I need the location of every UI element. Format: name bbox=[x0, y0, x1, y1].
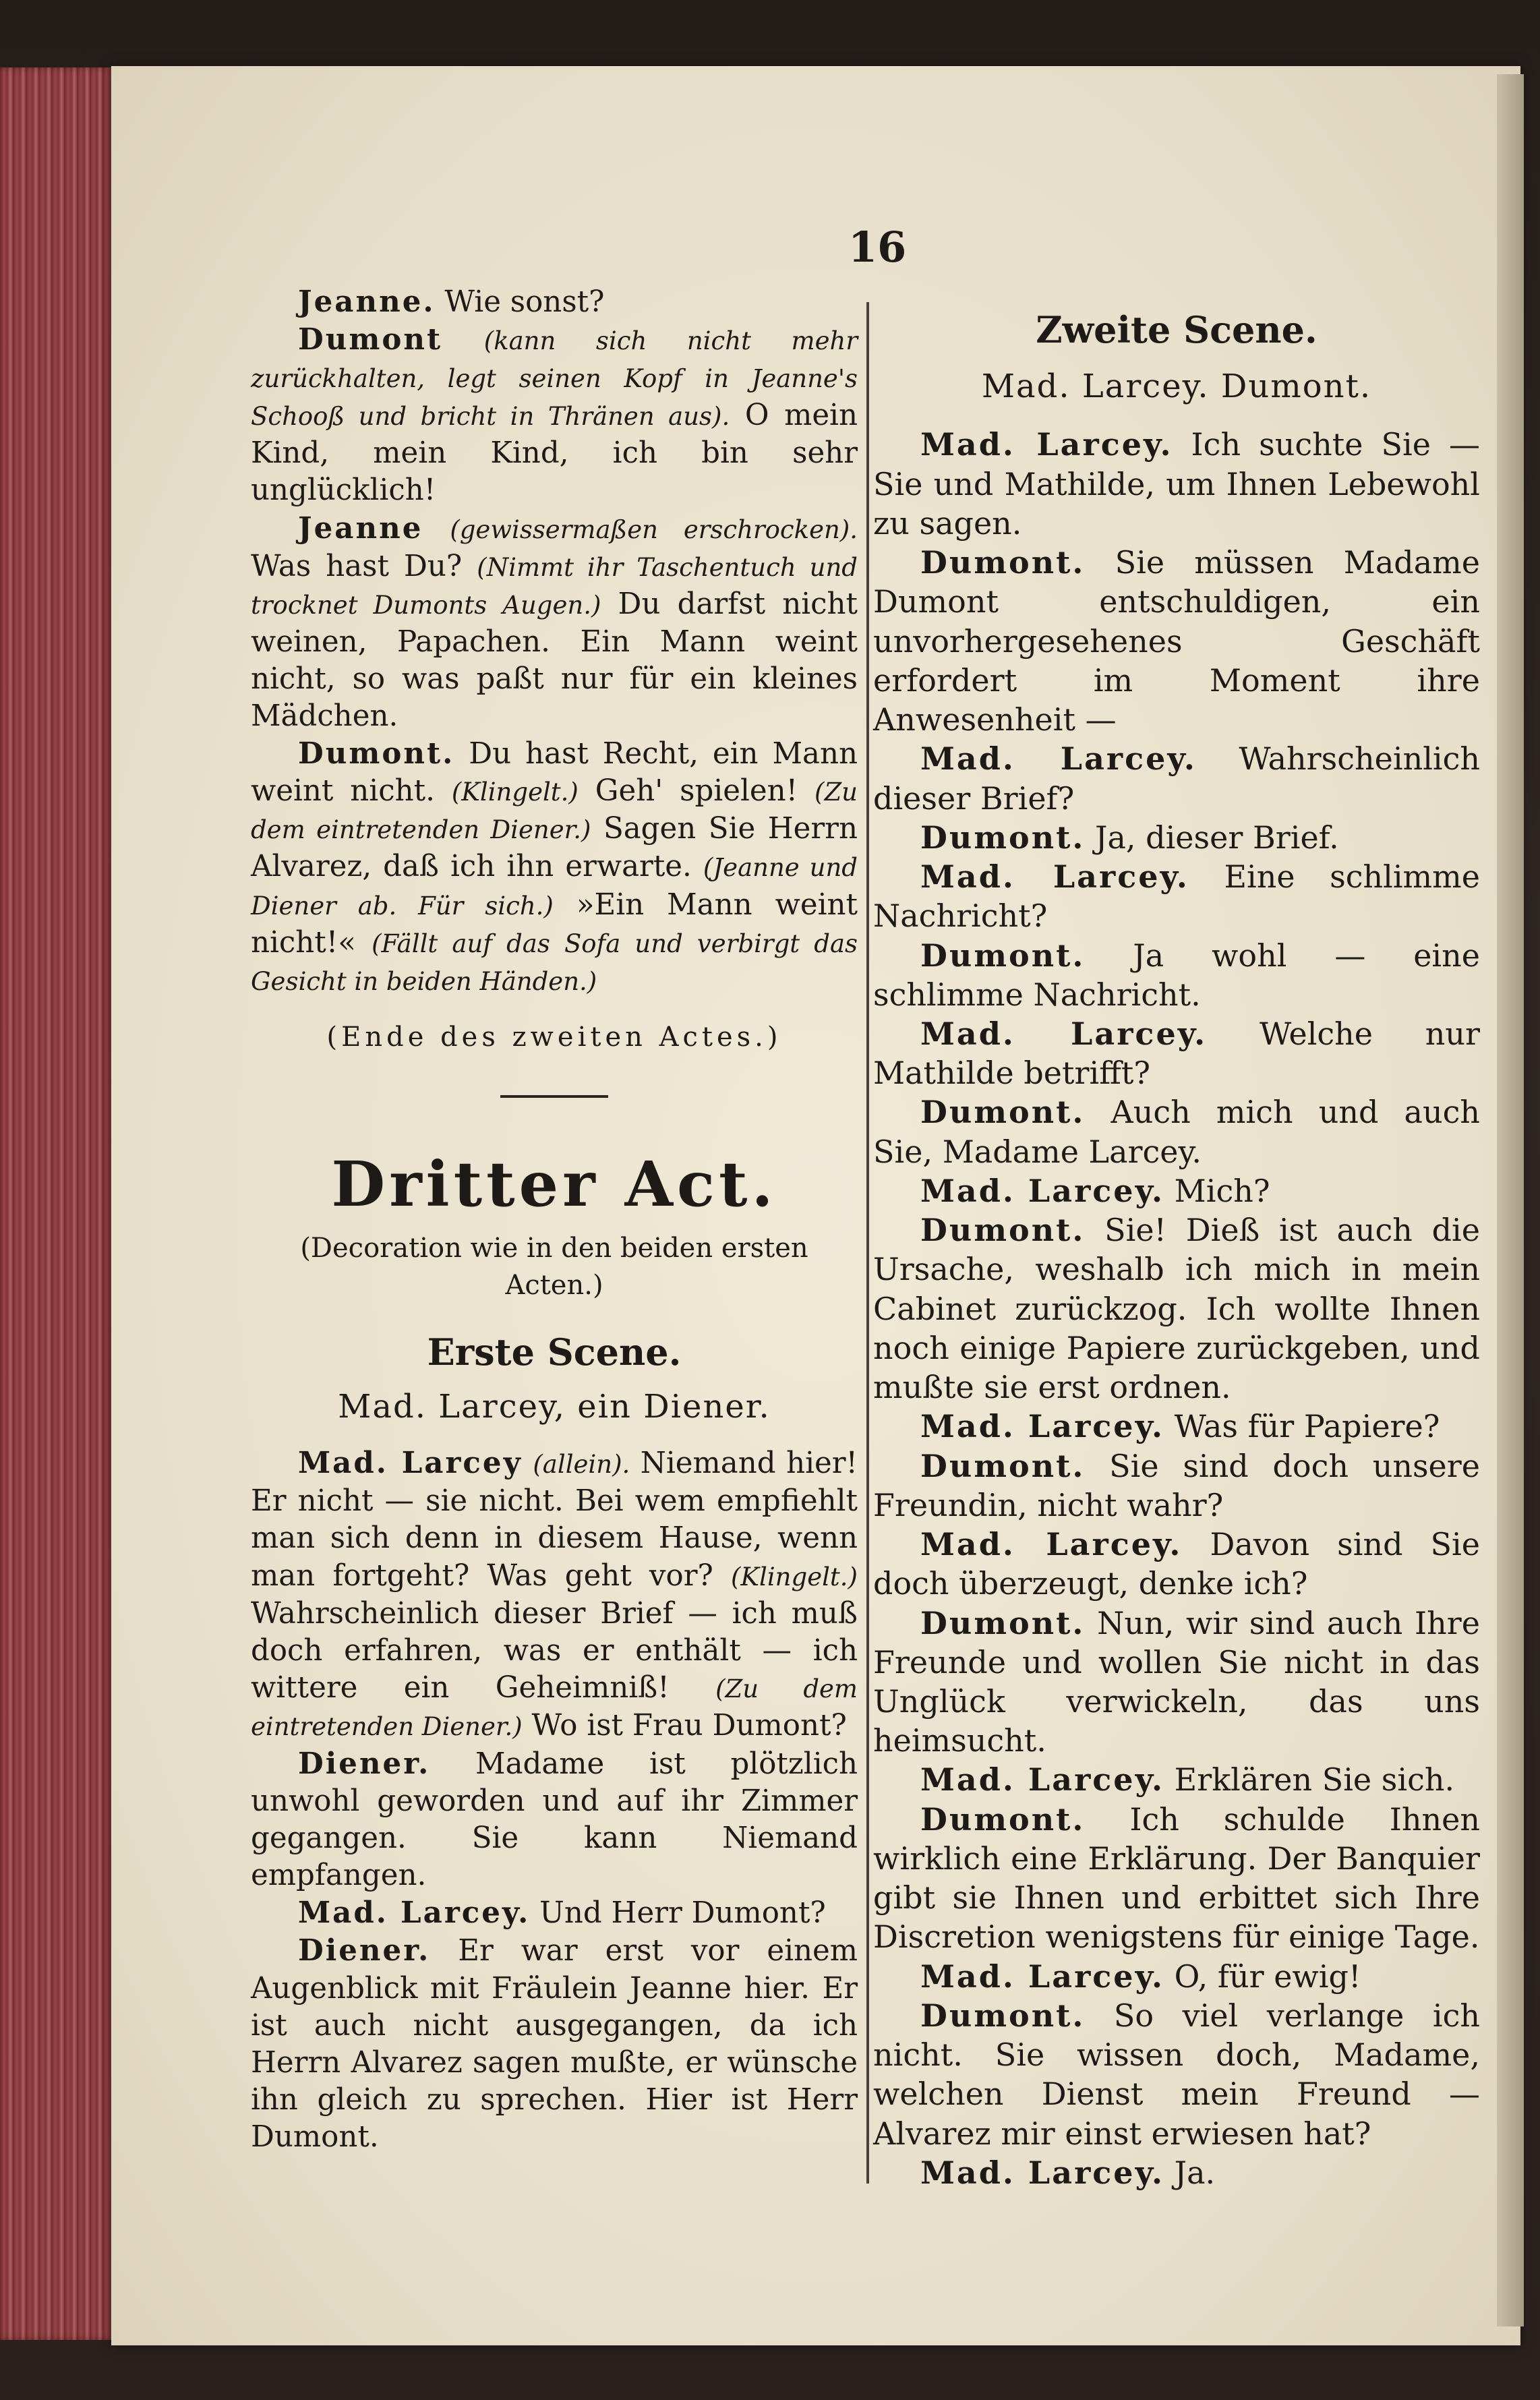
stage-direction: (Nimmt ihr Taschentuch und trocknet Dumonts Augen.) bbox=[251, 552, 858, 620]
stage-direction: (Klingelt.) bbox=[451, 778, 579, 807]
section-rule bbox=[500, 1095, 608, 1098]
speaker-name: Dumont. bbox=[920, 1094, 1086, 1131]
speaker-name: Mad. Larcey. bbox=[920, 740, 1197, 778]
speaker-name: Dumont. bbox=[298, 736, 455, 771]
page-number: 16 bbox=[848, 223, 907, 272]
speaker-name: Dumont. bbox=[920, 1997, 1086, 2034]
stage-direction: (kann sich nicht mehr zurückhalten, legt seinen Kopf in Jeanne's Schooß und bricht in Thränen aus). bbox=[251, 326, 858, 432]
dialogue-text: Du hast Recht, ein Mann weint nicht. bbox=[251, 737, 858, 809]
dialogue-text: Eine schlimme Nachricht? bbox=[873, 858, 1481, 935]
dialogue-text: Auch mich und auch Sie, Madame Larcey. bbox=[873, 1094, 1480, 1170]
dialogue-text: Wo ist Frau Dumont? bbox=[522, 1708, 847, 1743]
dialogue-paragraph bbox=[251, 735, 858, 1000]
page-edges bbox=[0, 67, 118, 2340]
dialogue-paragraph bbox=[251, 1745, 858, 1894]
speaker-name: Diener. bbox=[298, 1933, 431, 1968]
dialogue-paragraph bbox=[873, 818, 1480, 857]
speaker-name: Mad. Larcey. bbox=[920, 1408, 1165, 1445]
speaker-name: Jeanne bbox=[298, 510, 423, 546]
speaker-name: Dumont. bbox=[920, 1801, 1086, 1838]
dialogue-paragraph bbox=[873, 1014, 1480, 1092]
dialogue-text: Welche nur Mathilde betrifft? bbox=[873, 1015, 1481, 1092]
dialogue-text: Niemand hier! Er nicht — sie nicht. Bei wem empfiehlt man sich denn in diesem Hause, wenn man fortgeht? Was geht vor? bbox=[251, 1446, 858, 1593]
dialogue-text: Und Herr Dumont? bbox=[530, 1896, 826, 1931]
speaker-name: Dumont. bbox=[920, 819, 1086, 856]
dialogue-text bbox=[442, 323, 484, 357]
dialogue-text: Ich schulde Ihnen wirklich eine Erklärung. Der Banquier gibt sie Ihnen und erbittet sich Ihre Discretion wenigstens für einige Tage. bbox=[873, 1801, 1480, 1956]
stage-direction: (Klingelt.) bbox=[730, 1562, 858, 1591]
stage-direction: (gewissermaßen erschrocken). bbox=[450, 515, 858, 544]
dialogue-paragraph bbox=[873, 739, 1480, 817]
dialogue-paragraph bbox=[873, 1407, 1480, 1446]
dialogue-paragraph bbox=[873, 1996, 1480, 2153]
speaker-name: Diener. bbox=[298, 1747, 431, 1781]
speaker-name: Dumont. bbox=[920, 1604, 1086, 1641]
stage-direction: (Jeanne und Diener ab. Für sich.) bbox=[251, 853, 858, 920]
dialogue-text: Geh' spielen! bbox=[578, 774, 815, 809]
page-gutter bbox=[1497, 74, 1524, 2326]
speaker-name: Dumont bbox=[298, 322, 443, 357]
dialogue-paragraph bbox=[873, 1957, 1480, 1996]
dialogue-paragraph bbox=[873, 857, 1480, 935]
left-column bbox=[251, 283, 858, 2156]
dialogue-paragraph bbox=[873, 1525, 1480, 1603]
dialogue-text: Wie sonst? bbox=[435, 285, 605, 319]
speaker-name: Mad. Larcey. bbox=[920, 1015, 1208, 1052]
dialogue-text: Ja. bbox=[1164, 2154, 1216, 2191]
act-end-note: (Ende des zweiten Actes.) bbox=[326, 1021, 782, 1053]
dialogue-paragraph bbox=[873, 1604, 1480, 1761]
speaker-name: Mad. Larcey. bbox=[920, 426, 1173, 463]
dialogue-paragraph bbox=[873, 543, 1480, 739]
dialogue-paragraph bbox=[251, 510, 858, 736]
dialogue-text: Sie müssen Madame Dumont entschuldigen, ein unvorhergesehenes Geschäft erfordert im Moment ihre Anwesenheit — bbox=[873, 544, 1480, 738]
stage-direction: (allein). bbox=[533, 1450, 630, 1480]
dialogue-text: Erklären Sie sich. bbox=[1164, 1761, 1455, 1798]
scene-title-second: Zweite Scene. bbox=[1036, 308, 1317, 351]
dialogue-text: O, für ewig! bbox=[1164, 1958, 1361, 1995]
dialogue-paragraph bbox=[873, 936, 1480, 1014]
dialogue-text: Nun, wir sind auch Ihre Freunde und wollen Sie nicht in das Unglück verwickeln, das uns heimsucht. bbox=[873, 1604, 1480, 1759]
dialogue-text bbox=[423, 512, 450, 546]
dialogue-text: Madame ist plötzlich unwohl geworden und auf ihr Zimmer gegangen. Sie kann Niemand empfangen. bbox=[251, 1747, 858, 1893]
dialogue-paragraph bbox=[873, 2153, 1480, 2192]
speaker-name: Mad. Larcey. bbox=[920, 1526, 1183, 1563]
speaker-name: Mad. Larcey. bbox=[920, 1761, 1165, 1798]
dialogue-paragraph bbox=[251, 283, 858, 321]
dialogue-text: Wahrscheinlich dieser Brief? bbox=[873, 740, 1481, 817]
dialogue-text: Er war erst vor einem Augenblick mit Fräulein Jeanne hier. Er ist auch nicht ausgegangen, da ich Herrn Alvarez sagen mußte, er wünsche ihn gleich zu sprechen. Hier ist Herr Dumont. bbox=[251, 1934, 858, 2154]
dialogue-text: Sie sind doch unsere Freundin, nicht wahr? bbox=[873, 1447, 1480, 1523]
dialogue-text: Sie! Dieß ist auch die Ursache, weshalb ich mich in mein Cabinet zurückzog. Ich wollte Ihnen noch einige Papiere zurückgeben, und mußte sie erst ordnen. bbox=[873, 1212, 1480, 1406]
dialogue-text: Was für Papiere? bbox=[1164, 1408, 1440, 1445]
stage-direction: (Zu dem eintretenden Diener.) bbox=[251, 1674, 858, 1741]
dialogue-paragraph bbox=[873, 1171, 1480, 1210]
dialogue-paragraph bbox=[873, 1092, 1480, 1171]
dialogue-text: O mein Kind, mein Kind, ich bin sehr unglücklich! bbox=[251, 399, 858, 508]
dialogue-text: Ich suchte Sie — Sie und Mathilde, um Ihnen Lebewohl zu sagen. bbox=[873, 426, 1480, 542]
dialogue-paragraph bbox=[873, 425, 1480, 543]
scene-title-first: Erste Scene. bbox=[427, 1330, 682, 1374]
dialogue-text: Ja, dieser Brief. bbox=[1085, 819, 1339, 856]
dialogue-text: So viel verlange ich nicht. Sie wissen doch, Madame, welchen Dienst mein Freund — Alvarez mir einst erwiesen hat? bbox=[873, 1997, 1480, 2152]
dialogue-text: Du darfst nicht weinen, Papachen. Ein Mann weint nicht, so was paßt nur für ein kleines Mädchen. bbox=[251, 587, 858, 734]
speaker-name: Mad. Larcey bbox=[298, 1446, 523, 1481]
act-decoration: (Decoration wie in den beiden ersten Acten.) bbox=[300, 1232, 808, 1301]
scene-persons-second: Mad. Larcey. Dumont. bbox=[981, 368, 1372, 406]
speaker-name: Mad. Larcey. bbox=[298, 1896, 531, 1931]
dialogue-paragraph bbox=[251, 1894, 858, 1932]
speaker-name: Dumont. bbox=[920, 937, 1086, 974]
speaker-name: Dumont. bbox=[920, 1212, 1086, 1249]
speaker-name: Mad. Larcey. bbox=[920, 2154, 1165, 2191]
dialogue-text: Mich? bbox=[1164, 1172, 1270, 1209]
dialogue-text: Wahrscheinlich dieser Brief — ich muß doch erfahren, was er enthält — ich wittere ein Geheimniß! bbox=[251, 1596, 858, 1705]
dialogue-text: Was hast Du? bbox=[251, 549, 477, 583]
speaker-name: Dumont. bbox=[920, 1447, 1086, 1484]
dialogue-text: Davon sind Sie doch überzeugt, denke ich? bbox=[873, 1526, 1480, 1602]
speaker-name: Mad. Larcey. bbox=[920, 1958, 1165, 1995]
stage-direction: (Fällt auf das Sofa und verbirgt das Gesicht in beiden Händen.) bbox=[251, 929, 858, 996]
stage-direction: (Zu dem eintretenden Diener.) bbox=[251, 778, 858, 845]
dialogue-text: »Ein Mann weint nicht!« bbox=[251, 887, 858, 960]
dialogue-text: Sagen Sie Herrn Alvarez, daß ich ihn erwarte. bbox=[251, 812, 858, 884]
dialogue-paragraph bbox=[873, 1800, 1480, 1957]
dialogue-paragraph bbox=[251, 1932, 858, 2156]
scene-two-dialogue bbox=[873, 425, 1480, 2192]
speaker-name: Mad. Larcey. bbox=[920, 1172, 1165, 1209]
dialogue-paragraph bbox=[251, 1444, 858, 1745]
scene-one-dialogue bbox=[251, 1444, 858, 2156]
scene-persons-first: Mad. Larcey, ein Diener. bbox=[338, 1388, 771, 1426]
speaker-name: Jeanne. bbox=[298, 285, 436, 319]
dialogue-paragraph bbox=[873, 1210, 1480, 1407]
act-title: Dritter Act. bbox=[331, 1147, 777, 1221]
dialogue-text bbox=[523, 1446, 533, 1480]
speaker-name: Mad. Larcey. bbox=[920, 858, 1189, 896]
speaker-name: Dumont. bbox=[920, 544, 1086, 581]
dialogue-text: Ja wohl — eine schlimme Nachricht. bbox=[873, 937, 1480, 1013]
column-divider bbox=[866, 302, 869, 2184]
dialogue-paragraph bbox=[873, 1446, 1480, 1525]
dialogue-paragraph bbox=[251, 321, 858, 509]
left-dialogue bbox=[251, 283, 858, 1000]
dialogue-paragraph bbox=[873, 1760, 1480, 1799]
right-column bbox=[873, 310, 1480, 2192]
